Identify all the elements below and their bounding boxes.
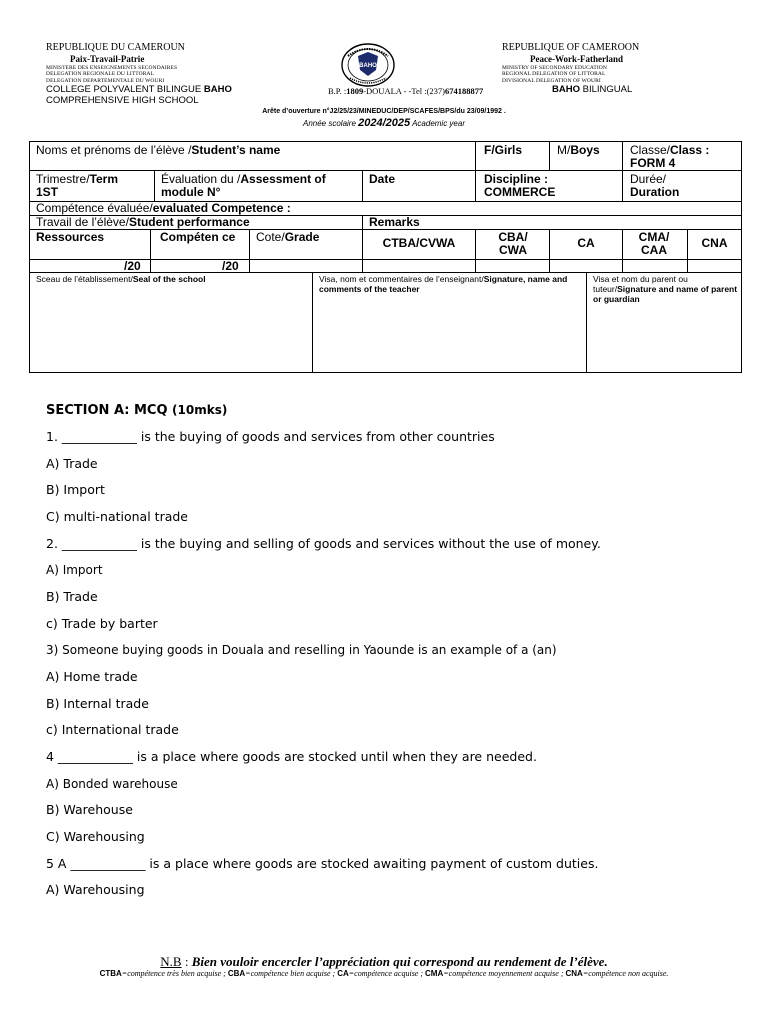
duration-label: Durée/ Duration <box>630 172 680 199</box>
option-3a: A) Home trade <box>46 669 138 684</box>
ministry-en: MINISTRY OF SECONDARY EDUCATION <box>502 65 607 71</box>
ministry-fr: MINISTERE DES ENSEIGNEMENTS SECONDAIRES <box>46 65 178 71</box>
divisional-fr: DELEGATION DEPARTEMENTALE DU WOURI <box>46 77 165 84</box>
ca-label: CA <box>577 236 595 250</box>
col-divider <box>475 229 476 272</box>
term-label: Trimestre/Term 1ST <box>36 172 119 199</box>
option-1b: B) Import <box>46 482 105 497</box>
option-2c: c) Trade by barter <box>46 616 158 631</box>
option-3c: c) International trade <box>46 722 179 737</box>
section-title: SECTION A: MCQ (10mks) <box>46 403 228 418</box>
option-5a: A) Warehousing <box>46 882 145 897</box>
country-fr: REPUBLIQUE DU CAMEROUN <box>46 42 185 53</box>
cba-label: CBA/ CWA <box>498 230 528 257</box>
col-divider <box>475 142 476 170</box>
regional-en: REGIONAL DELEGATION OF LITTORAL <box>502 71 606 78</box>
row-divider <box>30 170 741 171</box>
competence-label: Compétence évaluée/evaluated Competence : <box>36 201 291 215</box>
col-divider <box>362 229 363 272</box>
option-3b: B) Internal trade <box>46 696 149 711</box>
col-divider <box>150 229 151 272</box>
question-5: 5 A ____________ is a place where goods are stocked awaiting payment of custom duties. <box>46 856 599 871</box>
student-info-table <box>29 141 742 373</box>
header-left <box>46 42 286 106</box>
academic-year: Année scolaire 2024/2025 Academic year <box>303 117 465 129</box>
option-1c: C) multi-national trade <box>46 509 188 524</box>
header-right <box>502 42 742 95</box>
col-divider <box>154 170 155 201</box>
school-seal-label: Sceau de l’établissement/Seal of the school <box>36 274 206 284</box>
teacher-signature-label: Visa, nom et commentaires de l’enseignant/Signature, name and comments of the teacher <box>319 274 568 294</box>
option-4a: A) Bonded warehouse <box>46 777 178 791</box>
competence-legend: CTBA=compétence très bien acquise ; CBA=compétence bien acquise ; CA=compétence acquise ; CMA=compétence moyennement acquise ; CNA=compétence non acquise. <box>99 969 669 978</box>
motto-en: Peace-Work-Fatherland <box>530 54 623 64</box>
col-divider <box>549 229 550 272</box>
col-divider <box>312 272 313 372</box>
assessment-label: Évaluation du /Assessment of module N° <box>161 172 326 199</box>
col-divider <box>586 272 587 372</box>
option-2b: B) Trade <box>46 589 98 604</box>
boys-label: M/Boys <box>557 143 600 157</box>
performance-label: Travail de l’élève/Student performance <box>36 215 250 229</box>
resources-label: Ressources <box>36 230 105 244</box>
option-2a: A) Import <box>46 563 103 577</box>
school-logo <box>340 42 396 88</box>
cma-label: CMA/ CAA <box>638 230 670 257</box>
discipline-label: Discipline : COMMERCE <box>484 172 556 199</box>
col-divider <box>549 142 550 170</box>
country-en: REPUBLIQUE OF CAMEROON <box>502 42 640 53</box>
col-divider <box>622 229 623 272</box>
student-name-label: Noms et prénoms de l’élève /Student’s name <box>36 143 281 157</box>
competence-score: /20 <box>222 259 239 273</box>
contact-line: B.P. :1809-DOUALA - -Tel :(237)674188877 <box>328 86 484 96</box>
nb-note: N.B : Bien vouloir encercler l’appréciation qui correspond au rendement de l’élève. <box>160 954 608 969</box>
remarks-label: Remarks <box>369 215 420 229</box>
option-4b: B) Warehouse <box>46 802 133 817</box>
col-divider <box>622 170 623 201</box>
question-3: 3) Someone buying goods in Douala and reselling in Yaounde is an example of a (an) <box>46 643 557 657</box>
competence-col-label: Compéten ce <box>160 230 236 244</box>
ctba-label: CTBA/CVWA <box>382 236 456 250</box>
col-divider <box>687 229 688 272</box>
school-name-right: BAHO BILINGUAL <box>552 84 633 96</box>
girls-label: F/Girls <box>484 143 523 157</box>
cna-label: CNA <box>701 236 728 250</box>
col-divider <box>362 170 363 201</box>
date-label: Date <box>369 172 396 186</box>
question-4: 4 ____________ is a place where goods are stocked until when they are needed. <box>46 749 537 764</box>
class-label: Classe/Class : FORM 4 <box>630 143 710 170</box>
option-1a: A) Trade <box>46 456 98 471</box>
col-divider <box>475 170 476 201</box>
question-2: 2. ____________ is the buying and selling of goods and services without the use of money. <box>46 536 601 551</box>
parent-signature-label: Visa et nom du parent ou tuteur/Signature and name of parent or guardian <box>593 274 738 304</box>
school-name-en: COMPREHENSIVE HIGH SCHOOL <box>46 95 199 107</box>
question-1: 1. ____________ is the buying of goods and services from other countries <box>46 429 495 444</box>
col-divider <box>622 142 623 170</box>
motto-fr: Paix-Travail-Patrie <box>70 54 145 64</box>
option-4c: C) Warehousing <box>46 829 145 844</box>
col-divider <box>249 229 250 272</box>
grade-label: Cote/Grade <box>256 230 320 244</box>
col-divider <box>362 215 363 229</box>
school-name-fr: COLLEGE POLYVALENT BILINGUE BAHO <box>46 84 232 96</box>
logo-text: BAHO <box>359 63 377 69</box>
resources-score: /20 <box>124 259 141 273</box>
decree-line: Arête d’ouverture n°J2/25/23/MINEDUC/DEP/SCAFES/BPS/du 23/09/1992 . <box>262 108 506 115</box>
regional-fr: DELEGATION REGIONALE DU LITTORAL <box>46 71 155 78</box>
row-divider <box>30 229 741 230</box>
divisional-en: DIVISIONAL DELEGATION OF WOURI <box>502 77 601 84</box>
